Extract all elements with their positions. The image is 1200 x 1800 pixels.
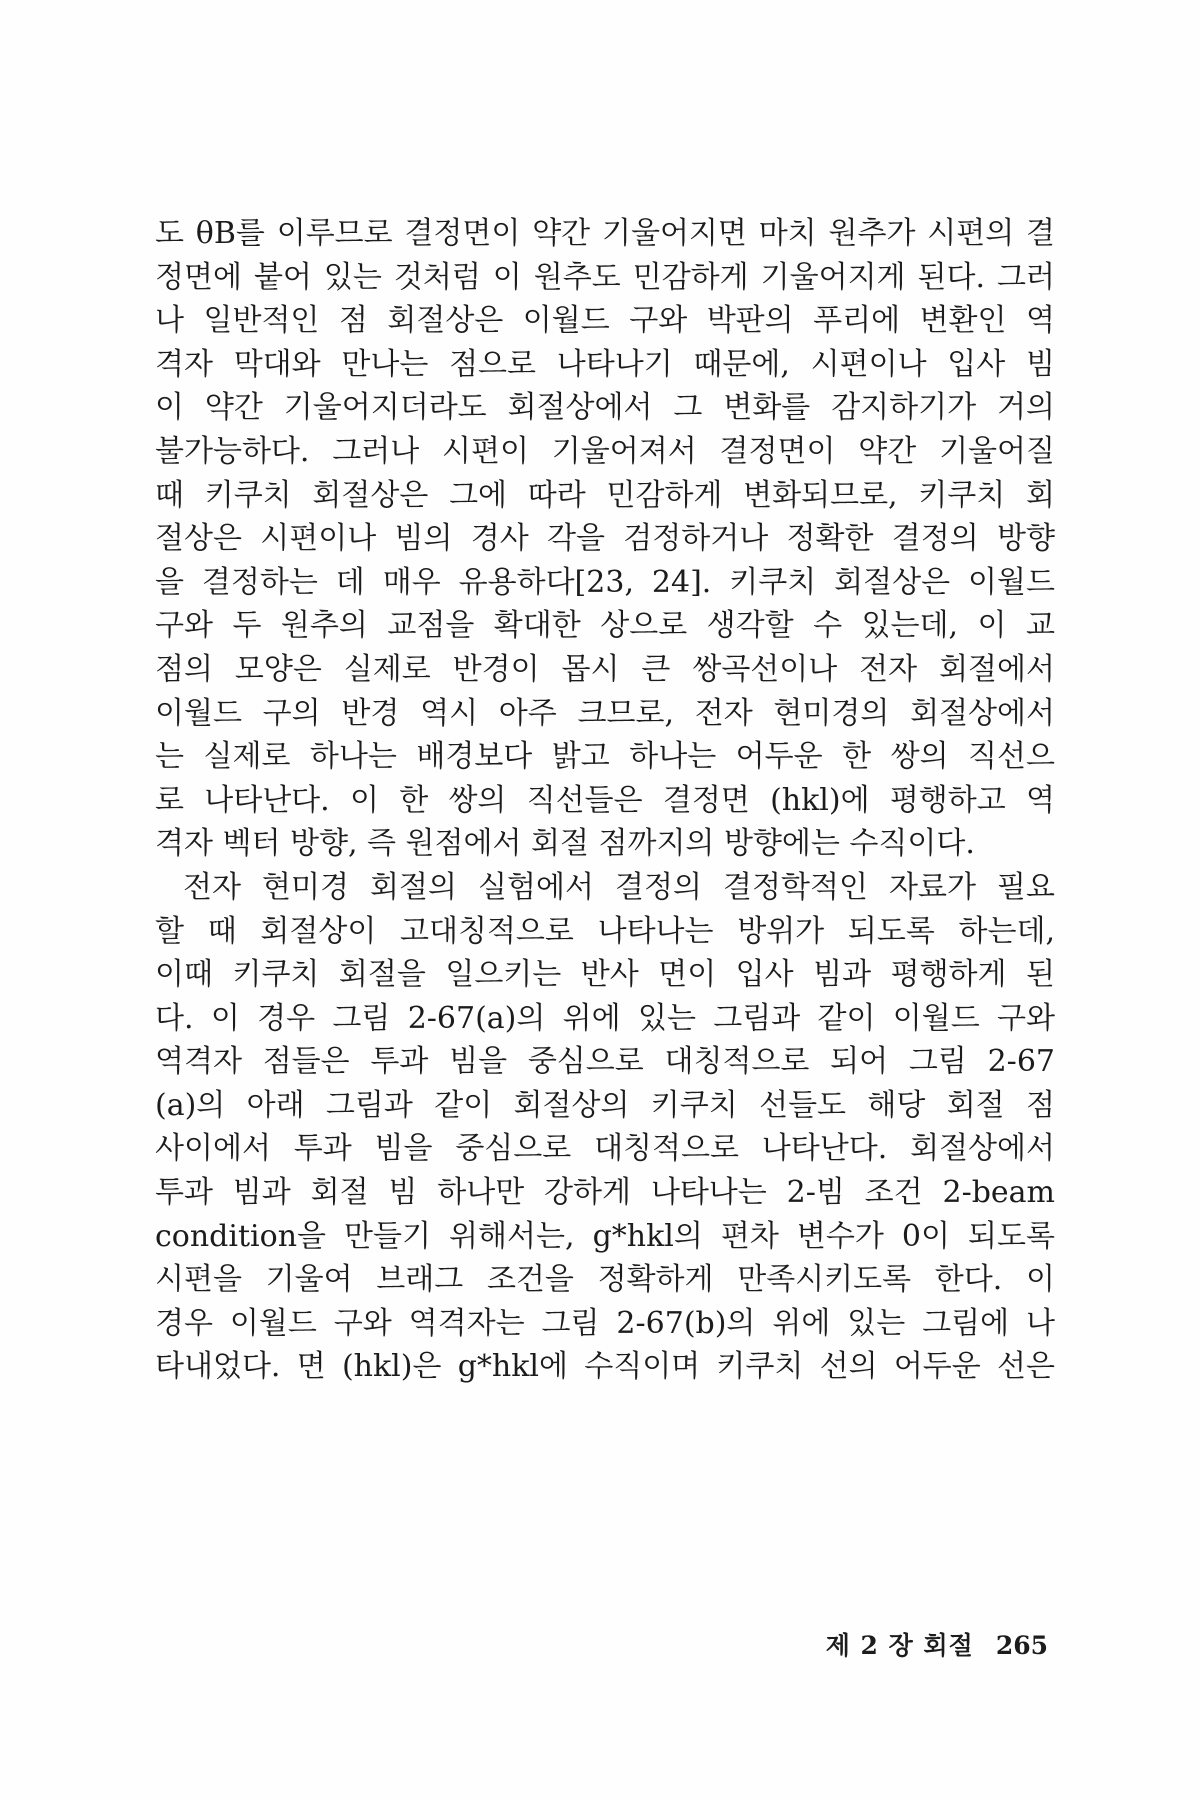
text-line: 는 실제로 하나는 배경보다 밝고 하나는 어두운 한 쌍의 직선으 <box>155 739 1055 775</box>
paragraph-end-line: 격자 벡터 방향, 즉 원점에서 회절 점까지의 방향에는 수직이다. <box>155 826 975 862</box>
text-line: 도 θB를 이루므로 결정면이 약간 기울어지면 마치 원추가 시편의 결 <box>155 216 1055 251</box>
text-line: 타내었다. 면 (hkl)은 g*hkl에 수직이며 키쿠치 선의 어두운 선은 <box>155 1349 1055 1385</box>
text-line: 이월드 구의 반경 역시 아주 크므로, 전자 현미경의 회절상에서 <box>155 695 1055 731</box>
page-number: 265 <box>995 1631 1048 1660</box>
text-line: 사이에서 투과 빔을 중심으로 대칭적으로 나타난다. 회절상에서 <box>155 1131 1055 1167</box>
text-line: 경우 이월드 구와 역격자는 그림 2-67(b)의 위에 있는 그림에 나 <box>155 1305 1055 1341</box>
text-line: 불가능하다. 그러나 시편이 기울어져서 결정면이 약간 기울어질 <box>155 433 1055 469</box>
text-line: (a)의 아래 그림과 같이 회절상의 키쿠치 선들도 해당 회절 점 <box>155 1087 1055 1123</box>
text-line: 정면에 붙어 있는 것처럼 이 원추도 민감하게 기울어지게 된다. 그러 <box>155 259 1055 295</box>
text-line: 역격자 점들은 투과 빔을 중심으로 대칭적으로 되어 그림 2-67 <box>155 1044 1055 1080</box>
text-line: 시편을 기울여 브래그 조건을 정확하게 만족시키도록 한다. 이 <box>155 1262 1055 1298</box>
text-line: condition을 만들기 위해서는, g*hkl의 편차 변수가 0이 되도록 <box>155 1218 1055 1254</box>
text-line: 을 결정하는 데 매우 유용하다[23, 24]. 키쿠치 회절상은 이월드 <box>155 564 1055 600</box>
text-line: 나 일반적인 점 회절상은 이월드 구와 박판의 푸리에 변환인 역 <box>155 303 1055 339</box>
paragraph-start-line: 전자 현미경 회절의 실험에서 결정의 결정학적인 자료가 필요 <box>183 869 1055 905</box>
text-line: 이 약간 기울어지더라도 회절상에서 그 변화를 감지하기가 거의 <box>155 390 1055 426</box>
text-line: 때 키쿠치 회절상은 그에 따라 민감하게 변화되므로, 키쿠치 회 <box>155 477 1055 513</box>
text-line: 투과 빔과 회절 빔 하나만 강하게 나타나는 2-빔 조건 2-beam <box>155 1175 1055 1211</box>
text-line: 할 때 회절상이 고대칭적으로 나타나는 방위가 되도록 하는데, <box>155 913 1055 949</box>
text-line: 점의 모양은 실제로 반경이 몹시 큰 쌍곡선이나 전자 회절에서 <box>155 651 1055 687</box>
text-line: 절상은 시편이나 빔의 경사 각을 검정하거나 정확한 결정의 방향 <box>155 521 1055 557</box>
page-footer <box>826 1626 1048 1662</box>
text-line: 이때 키쿠치 회절을 일으키는 반사 면이 입사 빔과 평행하게 된 <box>155 957 1055 993</box>
text-line: 구와 두 원추의 교점을 확대한 상으로 생각할 수 있는데, 이 교 <box>155 608 1055 644</box>
chapter-label: 제 2 장 회절 <box>825 1631 974 1660</box>
text-line: 로 나타난다. 이 한 쌍의 직선들은 결정면 (hkl)에 평행하고 역 <box>155 782 1055 818</box>
text-line: 격자 막대와 만나는 점으로 나타나기 때문에, 시편이나 입사 빔 <box>155 346 1055 382</box>
text-line: 다. 이 경우 그림 2-67(a)의 위에 있는 그림과 같이 이월드 구와 <box>155 1000 1055 1036</box>
body-text <box>155 212 1055 1389</box>
